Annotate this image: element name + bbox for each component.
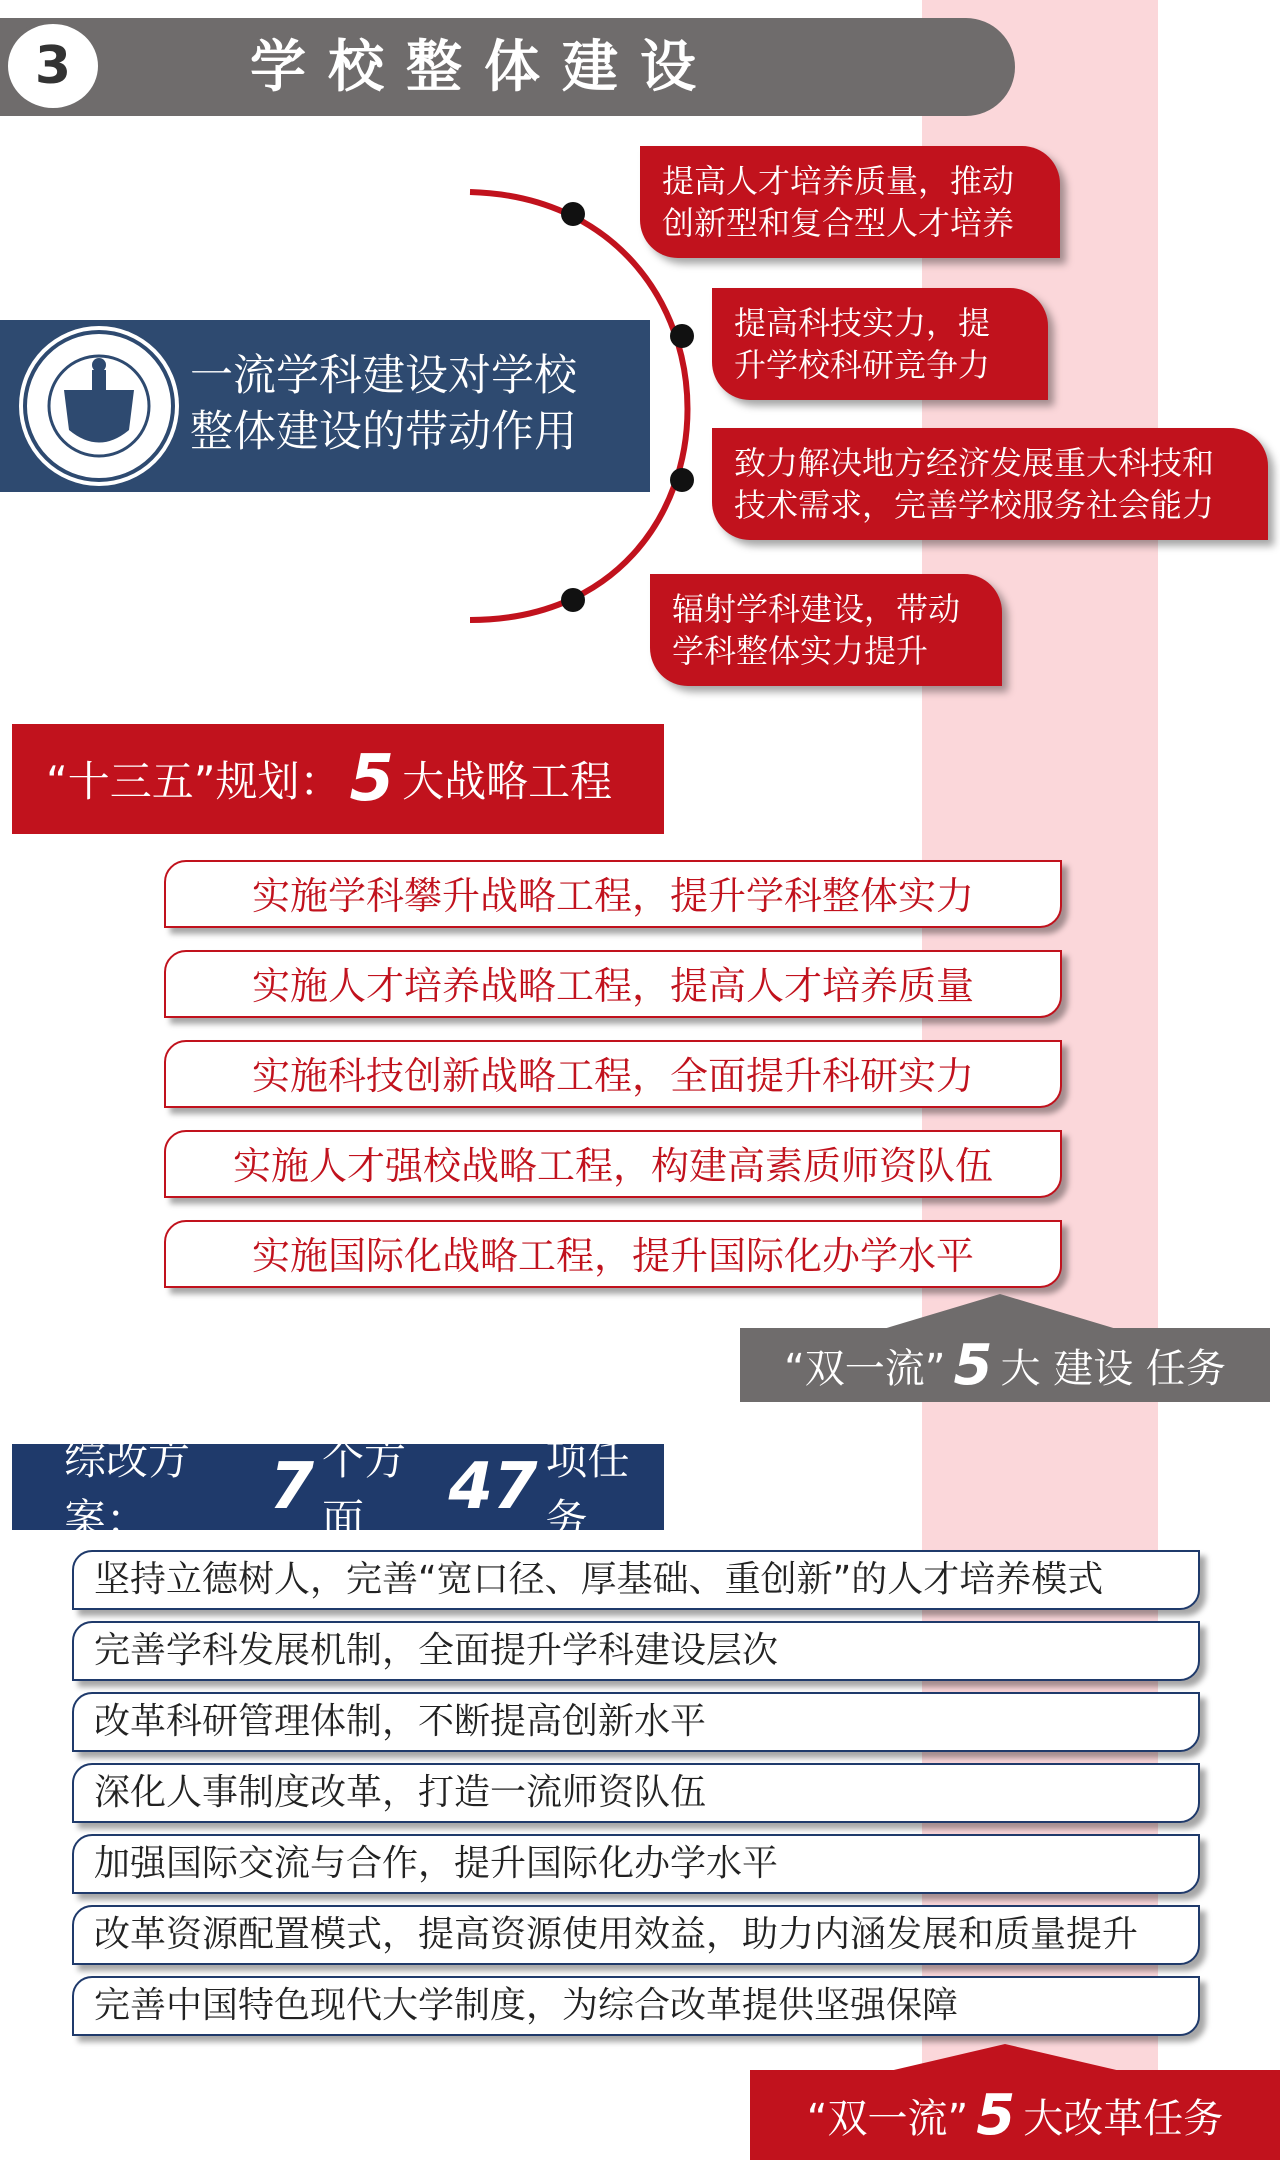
reform-item: 完善学科发展机制，全面提升学科建设层次 [72,1621,1200,1681]
plan-banner [12,724,664,834]
plan-item: 实施国际化战略工程，提升国际化办学水平 [164,1220,1062,1288]
reform-item: 改革资源配置模式，提高资源使用效益，助力内涵发展和质量提升 [72,1905,1200,1965]
goal-line: 技术需求，完善学校服务社会能力 [734,486,1215,524]
up-arrow-icon [885,2044,1125,2072]
reform-number-aspects: 7 [269,1450,314,1524]
plan-number: 5 [349,742,395,816]
goal-bubble-1 [640,146,1060,258]
up-arrow-icon [880,1294,1120,1330]
center-heading [190,348,630,460]
plan-suffix: 大战略工程 [402,757,613,806]
reform-banner [12,1435,664,1544]
university-logo [14,320,184,492]
goal-line: 致力解决地方经济发展重大科技和 [734,444,1215,482]
reform-suffix: 项任务 [545,1435,630,1544]
goal-bubble-3 [712,428,1268,540]
reform-prefix: 综改方案： [64,1435,191,1544]
connector-dot [561,588,585,612]
tag-suffix: 大 建设 任务 [1000,1345,1226,1392]
tag-prefix: “双一流” [784,1345,946,1392]
goal-line: 提高科技实力，提 [734,304,991,342]
goal-line: 学科整体实力提升 [672,632,929,670]
center-line-2: 整体建设的带动作用 [190,407,577,457]
reform-item: 加强国际交流与合作，提升国际化办学水平 [72,1834,1200,1894]
tag-number: 5 [976,2082,1016,2148]
reform-item: 坚持立德树人，完善“宽口径、厚基础、重创新”的人才培养模式 [72,1550,1200,1610]
reform-item: 深化人事制度改革，打造一流师资队伍 [72,1763,1200,1823]
goal-bubble-2 [712,288,1048,400]
reform-mid: 个方面 [321,1435,406,1544]
connector-dot [561,202,585,226]
double-first-class-build-tag [740,1328,1270,1402]
plan-item: 实施学科攀升战略工程，提升学科整体实力 [164,860,1062,928]
connector-dot [670,468,694,492]
plan-item: 实施人才强校战略工程，构建高素质师资队伍 [164,1130,1062,1198]
goal-line: 提高人才培养质量，推动 [662,162,1015,200]
tag-number: 5 [953,1332,993,1398]
goal-line: 升学校科研竞争力 [734,346,991,384]
center-line-1: 一流学科建设对学校 [190,351,577,401]
plan-prefix: “十三五”规划： [46,757,342,806]
reform-item: 改革科研管理体制，不断提高创新水平 [72,1692,1200,1752]
goal-bubble-4 [650,574,1002,686]
reform-item: 完善中国特色现代大学制度，为综合改革提供坚强保障 [72,1976,1200,2036]
plan-item: 实施科技创新战略工程，全面提升科研实力 [164,1040,1062,1108]
plan-item: 实施人才培养战略工程，提高人才培养质量 [164,950,1062,1018]
tag-suffix: 大改革任务 [1023,2095,1224,2142]
reform-number-tasks: 47 [448,1450,538,1524]
connector-dot [670,324,694,348]
goal-line: 辐射学科建设，带动 [672,590,961,628]
double-first-class-reform-tag [750,2070,1280,2160]
page-title: 学校整体建设 [250,35,718,100]
section-number-badge: 3 [4,20,102,112]
tag-prefix: “双一流” [806,2095,969,2142]
goal-line: 创新型和复合型人才培养 [662,204,1015,242]
